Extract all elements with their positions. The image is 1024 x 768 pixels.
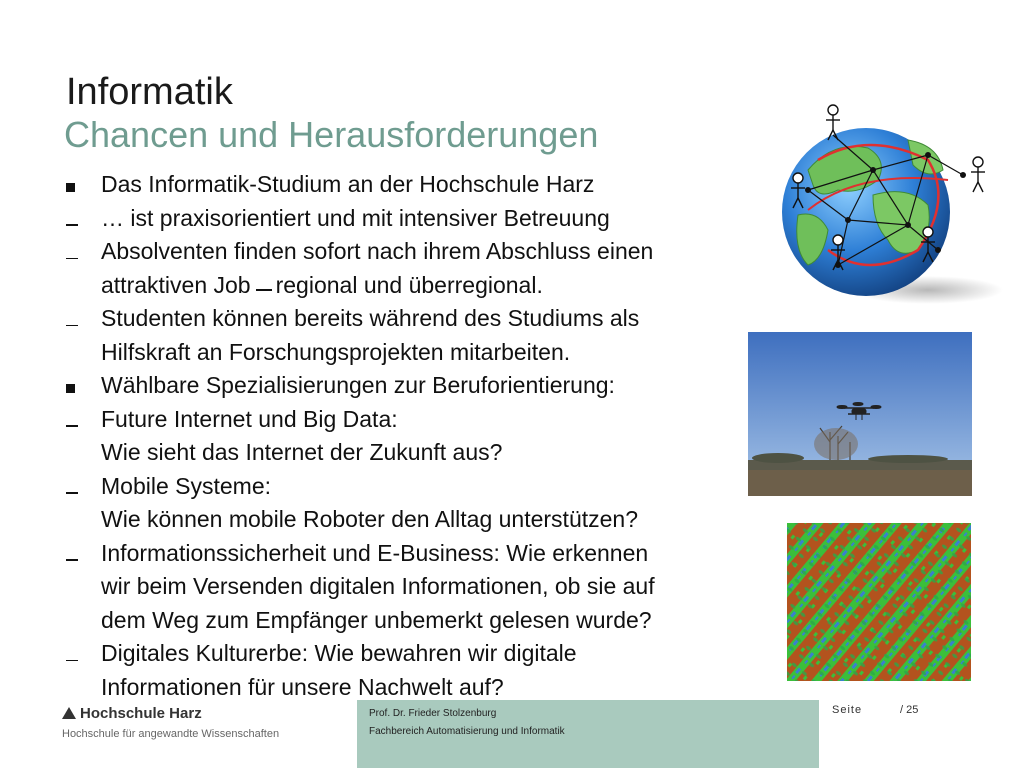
footer-info-box (357, 700, 819, 768)
university-tagline: Hochschule für angewandte Wissenschaften (62, 728, 280, 740)
bullet-text: Wie können mobile Roboter den Alltag unterstützen? (101, 506, 638, 532)
bullet-text: wir beim Versenden digitalen Informationen, ob sie auf (101, 573, 655, 599)
dash-separator-icon (256, 289, 272, 291)
bullet-text: … ist praxisorientiert und mit intensiver Betreuung (101, 204, 610, 231)
bullet-text: Mobile Systeme: (101, 472, 272, 499)
dash-bullet-icon (66, 537, 90, 571)
square-bullet-icon (66, 168, 90, 202)
bullet-item (64, 168, 784, 202)
dash-bullet-icon (66, 202, 90, 236)
bullet-item (64, 302, 784, 369)
bullet-text: Hilfskraft an Forschungsprojekten mitarbeiten. (101, 338, 571, 365)
drone-field-image (748, 332, 972, 496)
bullet-item (64, 637, 784, 704)
dash-bullet-icon (66, 403, 90, 437)
bullet-text: Studenten können bereits während des Studiums als (101, 305, 640, 331)
slide-title: Informatik (66, 71, 233, 113)
page-label: Seite (832, 704, 863, 716)
department-name: Fachbereich Automatisierung und Informatik (369, 726, 565, 737)
page-total: / 25 (900, 704, 919, 716)
bullet-item (64, 202, 784, 236)
university-logo (62, 705, 202, 722)
slide-subtitle: Chancen und Herausforderungen (64, 114, 599, 155)
bullet-text: attraktiven Job (101, 271, 251, 298)
bullet-item (64, 235, 784, 302)
dash-bullet-icon (66, 302, 90, 336)
square-bullet-icon (66, 369, 90, 403)
bullet-text: Future Internet und Big Data: (101, 405, 398, 432)
bullet-item (64, 369, 784, 403)
author-name: Prof. Dr. Frieder Stolzenburg (369, 708, 497, 719)
bullet-text: Informationen für unsere Nachwelt auf? (101, 673, 504, 700)
bullet-item (64, 537, 784, 638)
bullet-item (64, 470, 784, 537)
bullet-text-line (101, 269, 784, 303)
bullet-list (64, 168, 784, 704)
logo-text: Hochschule Harz (80, 705, 202, 722)
bullet-text: Absolventen finden sofort nach ihrem Abschluss einen (101, 238, 654, 264)
bullet-text: Wie sieht das Internet der Zukunft aus? (101, 439, 503, 465)
bullet-item (64, 403, 784, 470)
network-globe-image (778, 100, 1010, 315)
bullet-text: Informationssicherheit und E-Business: Wie erkennen (101, 539, 649, 566)
bullet-text: regional und überregional. (275, 271, 543, 298)
dash-bullet-icon (66, 235, 90, 269)
dash-bullet-icon (66, 470, 90, 504)
heatmap-texture-image (787, 523, 971, 681)
bullet-text: Wählbare Spezialisierungen zur Beruforientierung: (101, 372, 615, 398)
bullet-text: Digitales Kulturerbe: Wie bewahren wir digitale (101, 640, 577, 666)
dash-bullet-icon (66, 637, 90, 671)
bullet-text: dem Weg zum Empfänger unbemerkt gelesen wurde? (101, 606, 652, 633)
logo-triangle-icon (62, 707, 76, 719)
bullet-text: Das Informatik-Studium an der Hochschule Harz (101, 171, 595, 197)
